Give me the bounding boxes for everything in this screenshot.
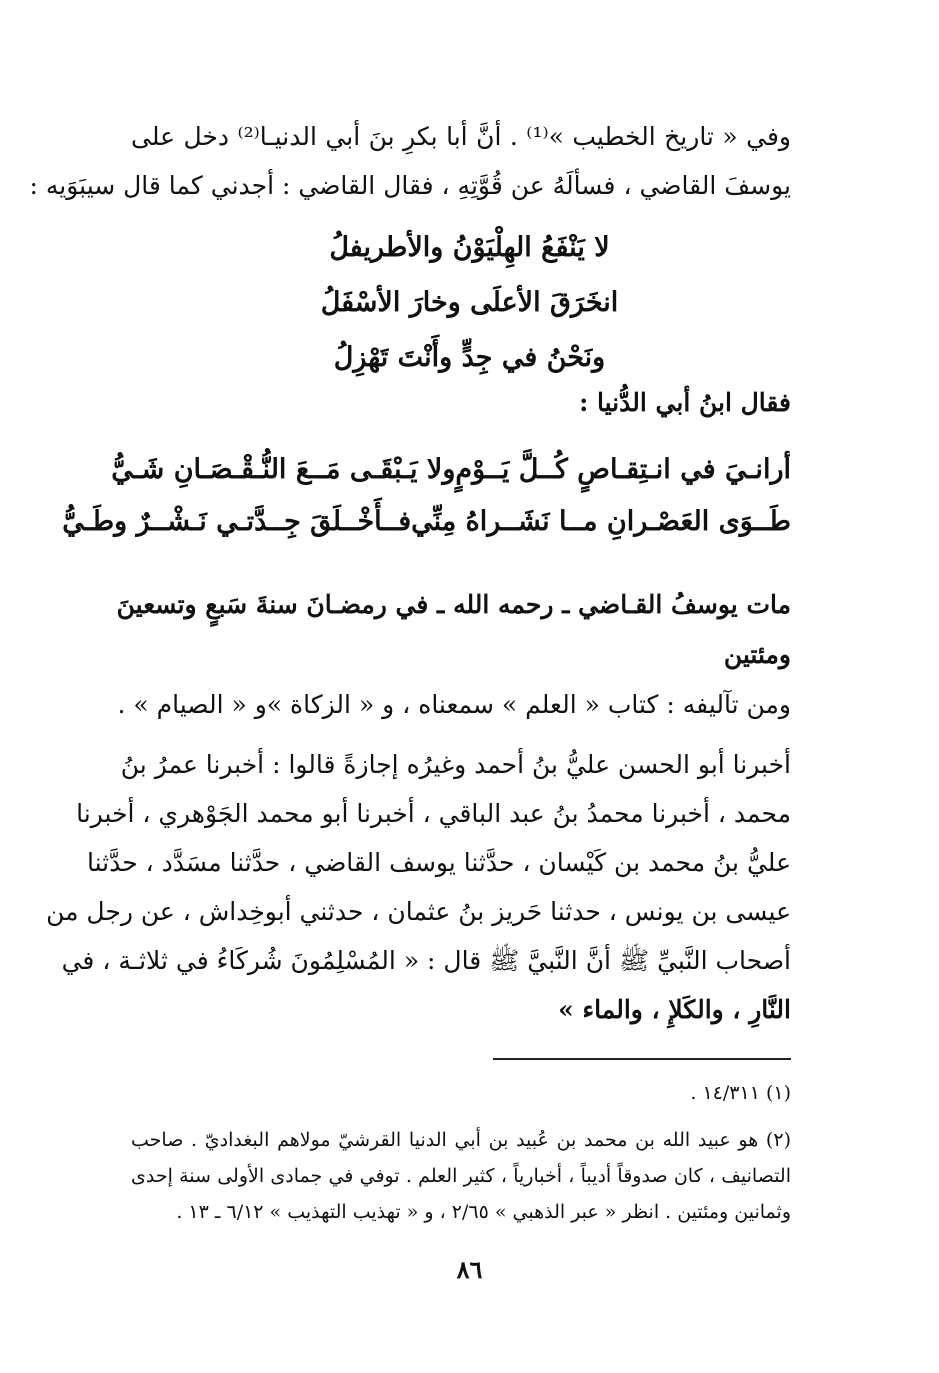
text-line: أصحاب النَّبيِّ ﷺ أنَّ النَّبيَّ ﷺ قال : « المُسْلِمُونَ شُركَاءُ في ثلاثـة ، في — [61, 946, 791, 975]
first-hemistich: أرانـيَ في انـتِقـاصٍ كُــلَّ يَــوْمٍ — [455, 454, 791, 485]
text-line: أخبرنا أبو الحسن عليُّ بنُ أحمد وغيرُه إجازةً قالوا : أخبرنا عمرُ بنُ — [120, 750, 791, 779]
second-hemistich: فــأَخْــلَقَ جِــدَّتـي نَـشْــرٌ وطَـيُّ — [62, 506, 412, 537]
footnote-line: وثمانين ومئتين . انظر « عبر الذهبي » ٢/٦٥ ، و « تهذيب التهذيب » ٦/١٢ ـ ١٣ . — [176, 1201, 791, 1223]
couplet — [111, 444, 791, 496]
text-line: عيسى بن يونس ، حدثنا حَريز بنُ عثمان ، حدثني أبوخِداش ، عن رجل من — [46, 897, 791, 926]
rajaz-verses — [0, 220, 939, 385]
verse-line: لا يَنْفَعُ الهِلْيَوْنُ والأطريفلُ — [329, 232, 610, 263]
second-hemistich: ولا يَـبْقَـى مَــعَ النُّـقْـصَـانِ شَـيُّ — [111, 454, 456, 485]
text-line: ومئتين — [723, 640, 791, 669]
isnad-paragraph — [46, 740, 791, 1034]
text-line: محمد ، أخبرنا محمدُ بنُ عبد الباقي ، أخبرنا أبو محمد الجَوْهري ، أخبرنا — [76, 799, 791, 828]
first-hemistich: طَــوَى العَصْـرانِ مــا نَشَــراهُ مِنِّي — [411, 506, 791, 537]
text-line: عليُّ بنُ محمد بن كَيْسان ، حدَّثنا يوسف القاضي ، حدَّثنا مسَدَّد ، حدَّثنا — [87, 848, 791, 877]
poem-couplets — [62, 444, 791, 548]
footnote-divider — [493, 1058, 791, 1060]
text-line: يوسفَ القاضي ، فسألَهُ عن قُوَّتِهِ ، فقال القاضي : أجدني كما قال سيبَوَيه : — [29, 171, 791, 200]
footnote-line: التصانيف ، كان صدوقاً أديباً ، أخبارياً ، كثير العلم . توفي في جمادى الأولى سنة إحدى — [131, 1165, 791, 1187]
footnote-2 — [131, 1122, 791, 1230]
opening-paragraph — [29, 112, 791, 210]
text-line: وفي « تاريخ الخطيب »⁽¹⁾ . أنَّ أبا بكرِ بنَ أبي الدنيـا⁽²⁾ دخل على — [131, 122, 791, 151]
verse-line: ونَحْنُ في جِدٍّ وأَنْتَ تَهْزِلُ — [333, 342, 606, 373]
death-paragraph — [116, 580, 791, 680]
works-paragraph: ومن تآليفه : كتاب « العلم » سمعناه ، و « الزكاة »و « الصيام » . — [117, 690, 791, 719]
text-line: مات يوسفُ القـاضي ـ رحمه الله ـ في رمضـانَ سنةَ سَبعٍ وتسعينَ — [116, 590, 791, 619]
text-line: النَّارِ ، والكَلإِ ، والماء » — [558, 995, 791, 1024]
footnote-line: (٢) هو عبيد الله بن محمد بن عُبيد بن أبي الدنيا القرشيّ مولاهم البغداديّ . صاحب — [131, 1129, 791, 1151]
page-number: ٨٦ — [456, 1255, 483, 1284]
footnote-1: (١) ١٤/٣١١ . — [690, 1082, 791, 1104]
verse-introduction: فقال ابنُ أبي الدُّنيا : — [579, 388, 791, 417]
couplet — [62, 496, 791, 548]
verse-line: انخَرَقَ الأعلَى وخارَ الأسْفَلُ — [320, 287, 619, 318]
